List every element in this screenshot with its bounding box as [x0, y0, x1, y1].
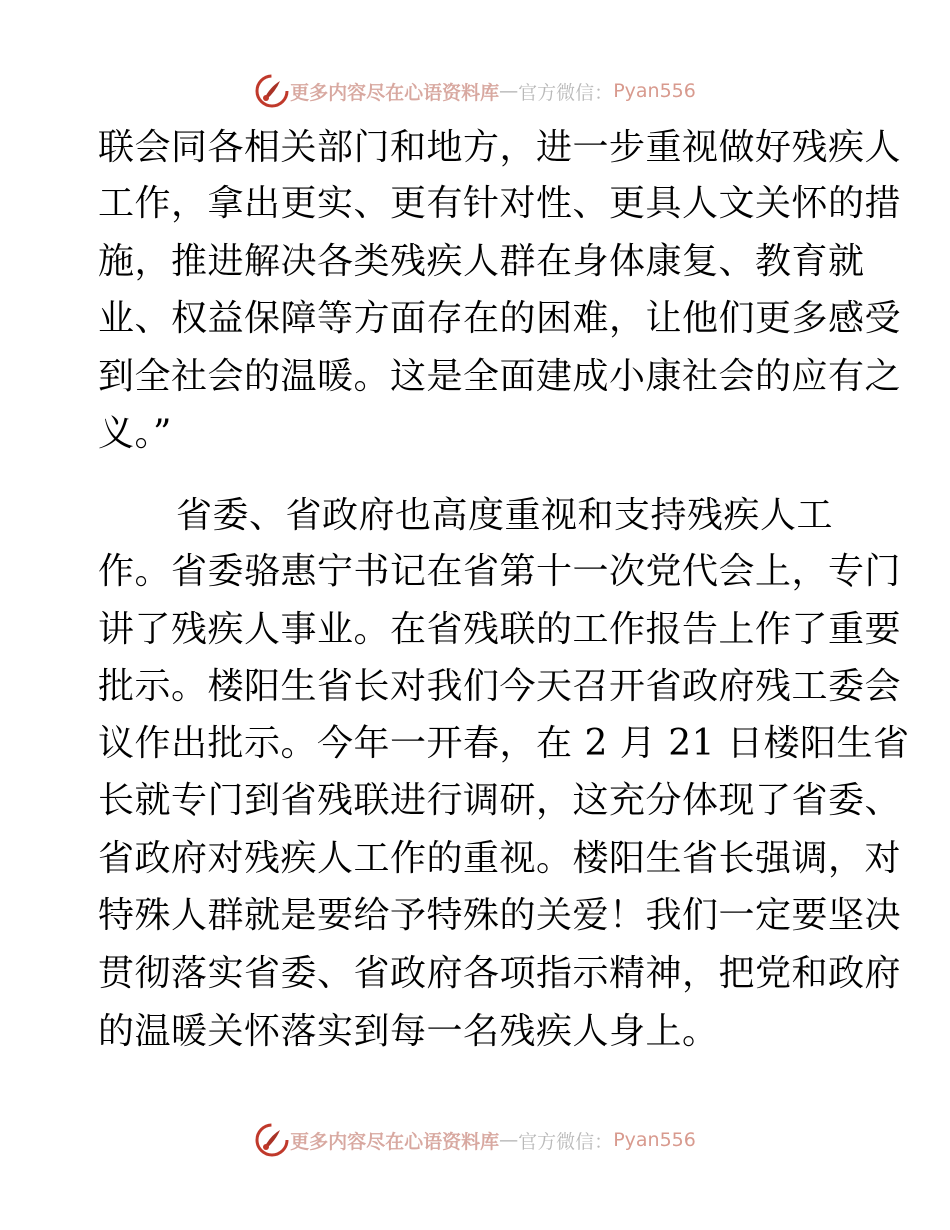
banner-wechat-id: Pyan556: [613, 80, 696, 102]
body-line-14: 特殊人群就是要给予特殊的关爱！我们一定要坚决: [98, 895, 902, 936]
body-line-6: 义。”: [98, 413, 172, 454]
body-line-1: 联会同各相关部门和地方，进一步重视做好残疾人: [98, 127, 902, 168]
body-line-8: 作。省委骆惠宁书记在省第十一次党代会上，专门: [98, 551, 902, 592]
ink-brush-logo-icon: [254, 1122, 290, 1158]
body-line-4: 业、权益保障等方面存在的困难，让他们更多感受: [98, 298, 902, 339]
header-banner: [0, 71, 950, 111]
body-line-9: 讲了残疾人事业。在省残联的工作报告上作了重要: [98, 609, 902, 650]
body-line-12: 长就专门到省残联进行调研，这充分体现了省委、: [98, 780, 902, 821]
body-line-10: 批示。楼阳生省长对我们今天召开省政府残工委会: [98, 666, 902, 707]
body-line-13: 省政府对残疾人工作的重视。楼阳生省长强调，对: [98, 838, 902, 879]
banner-separator: —: [499, 80, 519, 102]
footer-banner: [0, 1120, 950, 1160]
banner-separator: —: [499, 1129, 519, 1151]
body-line-15: 贯彻落实省委、省政府各项指示精神，把党和政府: [98, 953, 902, 994]
body-line-11: 议作出批示。今年一开春，在 2 月 21 日楼阳生省: [98, 723, 910, 764]
banner-wechat-label: 官方微信：: [518, 81, 614, 104]
body-line-5: 到全社会的温暖。这是全面建成小康社会的应有之: [98, 356, 902, 397]
body-line-7: 省委、省政府也高度重视和支持残疾人工: [176, 495, 834, 536]
banner-site-text: 更多内容尽在心语资料库: [290, 81, 500, 104]
banner-site-text: 更多内容尽在心语资料库: [290, 1130, 500, 1153]
banner-wechat-label: 官方微信：: [518, 1130, 614, 1153]
banner-wechat-id: Pyan556: [613, 1129, 696, 1151]
body-line-2: 工作，拿出更实、更有针对性、更具人文关怀的措: [98, 183, 902, 224]
ink-brush-logo-icon: [254, 73, 290, 109]
body-line-3: 施，推进解决各类残疾人群在身体康复、教育就: [98, 241, 865, 282]
body-line-16: 的温暖关怀落实到每一名残疾人身上。: [98, 1011, 719, 1052]
